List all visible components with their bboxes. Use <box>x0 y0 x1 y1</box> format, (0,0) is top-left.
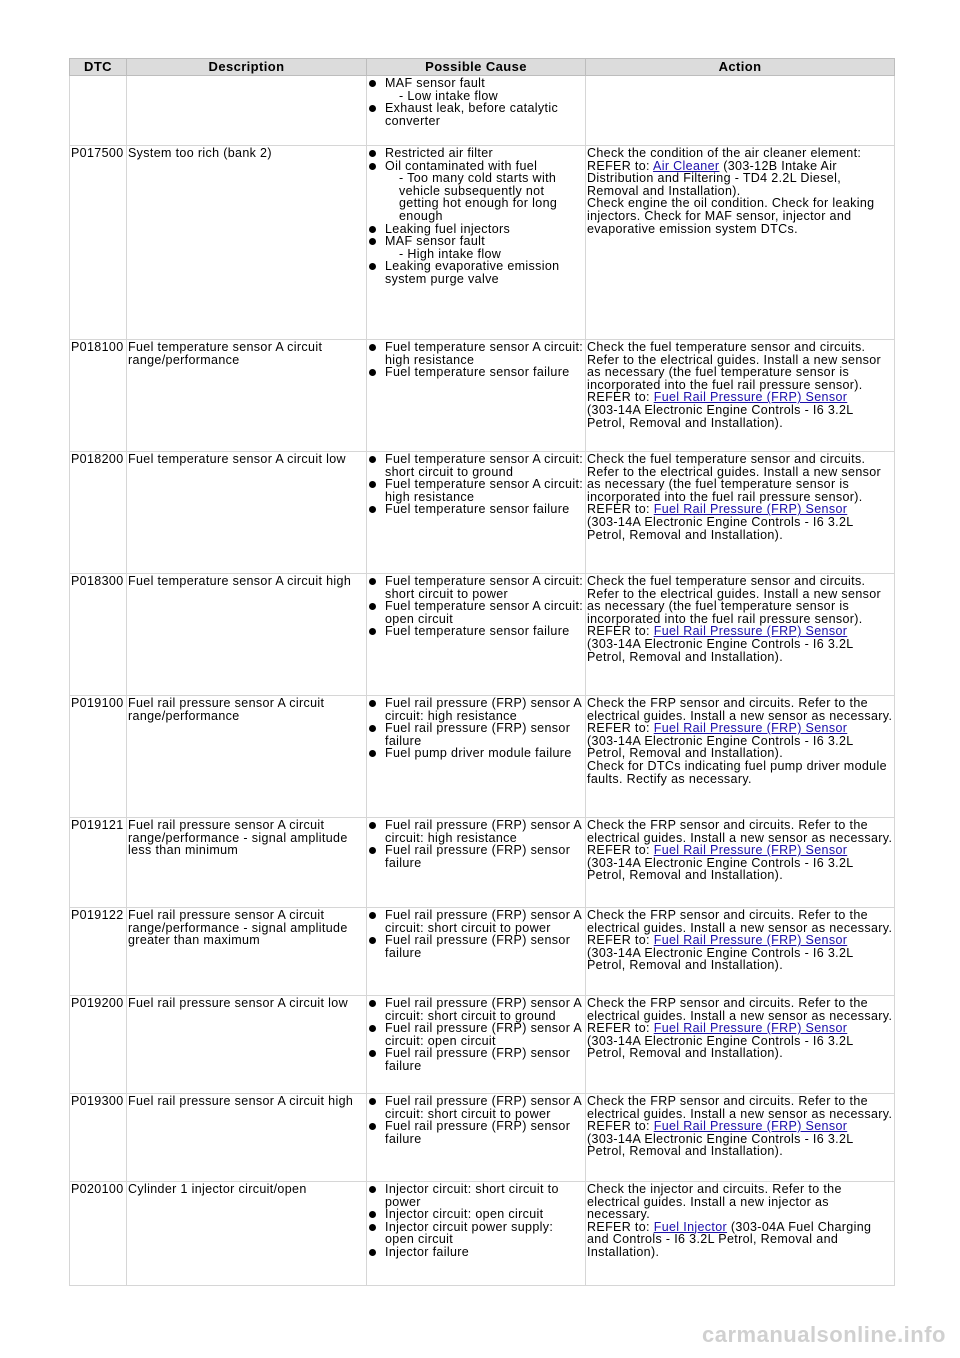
action-text <box>587 341 893 429</box>
cause-list <box>368 147 584 286</box>
description-cell <box>127 76 367 146</box>
bullet-icon <box>369 1211 376 1218</box>
action-text <box>587 697 893 785</box>
description-cell: Fuel rail pressure sensor A circuit range/performance - signal amplitude less than minimum <box>127 818 367 908</box>
table-row <box>70 1182 895 1286</box>
action-cell <box>586 996 895 1094</box>
dtc-code-cell: P019121 <box>70 818 127 908</box>
bullet-icon <box>369 226 376 233</box>
cause-text: Fuel temperature sensor failure <box>385 365 570 380</box>
cause-list <box>368 341 584 379</box>
action-cell <box>586 908 895 996</box>
bullet-icon <box>369 238 376 245</box>
cause-item <box>368 235 584 260</box>
table-row <box>70 996 895 1094</box>
cause-item <box>368 844 584 869</box>
bullet-icon <box>369 847 376 854</box>
description-cell: Fuel temperature sensor A circuit low <box>127 452 367 574</box>
bullet-icon <box>369 628 376 635</box>
cause-item <box>368 260 584 285</box>
bullet-icon <box>369 1249 376 1256</box>
cause-item <box>368 341 584 366</box>
header-description: Description <box>127 59 367 76</box>
cause-list <box>368 997 584 1073</box>
cause-item <box>368 102 584 127</box>
table-row <box>70 818 895 908</box>
bullet-icon <box>369 1186 376 1193</box>
action-text-before: Check the fuel temperature sensor and circuits. Refer to the electrical guides. Install a new sensor as necessary (the fuel temperature sensor is incorporated into the fuel rail pressure sensor). REFER to: <box>587 574 882 639</box>
bullet-icon <box>369 80 376 87</box>
action-text-after: (303-04A Fuel Charging and Controls - I6 3.2L Petrol, Removal and Installation). <box>587 1219 872 1259</box>
cause-text: Fuel temperature sensor failure <box>385 624 570 639</box>
cause-item <box>368 1221 584 1246</box>
cause-item <box>368 819 584 844</box>
dtc-code-cell: P019100 <box>70 696 127 818</box>
cause-item <box>368 503 584 516</box>
dtc-code-cell: P019122 <box>70 908 127 996</box>
action-cell <box>586 1182 895 1286</box>
cause-item <box>368 77 584 102</box>
table-row <box>70 146 895 340</box>
action-cell <box>586 76 895 146</box>
action-cell <box>586 1094 895 1182</box>
header-possible-cause: Possible Cause <box>367 59 586 76</box>
cause-text: Fuel rail pressure (FRP) sensor failure <box>385 721 571 748</box>
reference-link[interactable]: Fuel Rail Pressure (FRP) Sensor <box>653 1021 848 1036</box>
reference-link[interactable]: Fuel Injector <box>653 1219 728 1234</box>
bullet-icon <box>369 369 376 376</box>
bullet-icon <box>369 506 376 513</box>
action-text <box>587 997 893 1060</box>
cause-text: Fuel rail pressure (FRP) sensor A circuit: open circuit <box>385 1021 582 1048</box>
cause-text: Fuel temperature sensor A circuit: high resistance <box>385 340 584 367</box>
reference-link[interactable]: Fuel Rail Pressure (FRP) Sensor <box>653 390 848 405</box>
action-cell <box>586 696 895 818</box>
dtc-code-cell: P019300 <box>70 1094 127 1182</box>
dtc-code-cell: P020100 <box>70 1182 127 1286</box>
action-text <box>587 1183 893 1259</box>
table-row <box>70 908 895 996</box>
bullet-icon <box>369 263 376 270</box>
bullet-icon <box>369 603 376 610</box>
action-cell <box>586 818 895 908</box>
bullet-icon <box>369 912 376 919</box>
reference-link[interactable]: Fuel Rail Pressure (FRP) Sensor <box>653 502 848 517</box>
cause-item <box>368 997 584 1022</box>
cause-text: Leaking fuel injectors <box>385 221 511 236</box>
bullet-icon <box>369 481 376 488</box>
reference-link[interactable]: Fuel Rail Pressure (FRP) Sensor <box>653 721 848 736</box>
description-cell: Fuel temperature sensor A circuit high <box>127 574 367 696</box>
cause-list <box>368 1095 584 1145</box>
action-text-after: (303-14A Electronic Engine Controls - I6 3.2L Petrol, Removal and Installation). <box>587 1033 854 1061</box>
cause-subtext: - Low intake flow <box>399 88 499 103</box>
action-cell <box>586 340 895 452</box>
cause-subtext: - High intake flow <box>399 246 502 261</box>
action-text-after: (303-14A Electronic Engine Controls - I6 3.2L Petrol, Removal and Installation). <box>587 402 854 430</box>
bullet-icon <box>369 822 376 829</box>
cause-item <box>368 453 584 478</box>
header-action: Action <box>586 59 895 76</box>
action-text-before: Check the FRP sensor and circuits. Refer to the electrical guides. Install a new sensor as necessary. REFER to: <box>587 908 893 948</box>
cause-text: Fuel rail pressure (FRP) sensor A circuit: short circuit to ground <box>385 996 582 1023</box>
description-cell: Fuel rail pressure sensor A circuit high <box>127 1094 367 1182</box>
description-cell: Fuel rail pressure sensor A circuit range/performance - signal amplitude greater than maximum <box>127 908 367 996</box>
cause-text: Fuel rail pressure (FRP) sensor failure <box>385 843 571 870</box>
cause-text: Fuel rail pressure (FRP) sensor A circuit: high resistance <box>385 818 582 845</box>
cause-item <box>368 747 584 760</box>
possible-cause-cell <box>367 908 586 996</box>
action-text-before: Check the FRP sensor and circuits. Refer to the electrical guides. Install a new sensor as necessary. REFER to: <box>587 996 893 1036</box>
reference-link[interactable]: Fuel Rail Pressure (FRP) Sensor <box>653 843 848 858</box>
action-text <box>587 909 893 972</box>
bullet-icon <box>369 725 376 732</box>
cause-subtext: - Too many cold starts with vehicle subsequently not getting hot enough for long enough <box>399 171 558 223</box>
bullet-icon <box>369 937 376 944</box>
action-text-after: (303-14A Electronic Engine Controls - I6 3.2L Petrol, Removal and Installation). <box>587 1131 854 1159</box>
cause-item <box>368 1047 584 1072</box>
action-text-before: Check the fuel temperature sensor and circuits. Refer to the electrical guides. Install a new sensor as necessary (the fuel temperature sensor is incorporated into the fuel rail pressure sensor). REFER to: <box>587 452 882 517</box>
bullet-icon <box>369 163 376 170</box>
action-text-after: (303-14A Electronic Engine Controls - I6 3.2L Petrol, Removal and Installation). <box>587 636 854 664</box>
reference-link[interactable]: Fuel Rail Pressure (FRP) Sensor <box>653 933 848 948</box>
action-text-after: (303-14A Electronic Engine Controls - I6 3.2L Petrol, Removal and Installation). <box>587 514 854 542</box>
action-text-before: Check the injector and circuits. Refer to the electrical guides. Install a new injector as necessary. REFER to: <box>587 1182 842 1234</box>
cause-text: Fuel temperature sensor A circuit: open circuit <box>385 599 584 626</box>
dtc-code-cell: P017500 <box>70 146 127 340</box>
cause-text: Injector circuit power supply: open circuit <box>385 1219 554 1247</box>
cause-text: Injector circuit: open circuit <box>385 1207 544 1222</box>
bullet-icon <box>369 1025 376 1032</box>
bullet-icon <box>369 1050 376 1057</box>
possible-cause-cell <box>367 818 586 908</box>
cause-text: MAF sensor fault <box>385 234 486 249</box>
cause-item <box>368 722 584 747</box>
possible-cause-cell <box>367 146 586 340</box>
reference-link[interactable]: Air Cleaner <box>653 158 720 173</box>
possible-cause-cell <box>367 452 586 574</box>
bullet-icon <box>369 750 376 757</box>
possible-cause-cell <box>367 996 586 1094</box>
bullet-icon <box>369 1098 376 1105</box>
action-cell <box>586 146 895 340</box>
description-cell: Fuel rail pressure sensor A circuit low <box>127 996 367 1094</box>
cause-item <box>368 600 584 625</box>
reference-link[interactable]: Fuel Rail Pressure (FRP) Sensor <box>653 1119 848 1134</box>
dtc-code-cell: P018100 <box>70 340 127 452</box>
possible-cause-cell <box>367 340 586 452</box>
bullet-icon <box>369 1123 376 1130</box>
action-text <box>587 147 893 235</box>
cause-text: Oil contaminated with fuel <box>385 158 538 173</box>
possible-cause-cell <box>367 1182 586 1286</box>
action-text-before: Check the condition of the air cleaner element: REFER to: <box>587 146 862 173</box>
action-text-after: (303-14A Electronic Engine Controls - I6 3.2L Petrol, Removal and Installation). <box>587 945 854 973</box>
cause-item <box>368 1246 584 1259</box>
cause-text: Injector circuit: short circuit to power <box>385 1182 559 1209</box>
action-text <box>587 575 893 663</box>
possible-cause-cell <box>367 1094 586 1182</box>
cause-text: Injector failure <box>385 1244 470 1259</box>
cause-item <box>368 575 584 600</box>
description-cell: System too rich (bank 2) <box>127 146 367 340</box>
table-row <box>70 696 895 818</box>
cause-text: Fuel temperature sensor A circuit: short circuit to power <box>385 574 584 601</box>
cause-list <box>368 453 584 516</box>
cause-item <box>368 1022 584 1047</box>
action-text-after: (303-12B Intake Air Distribution and Filtering - TD4 2.2L Diesel, Removal and Installation). Check engine the oil condition. Check for leaking injectors. Check for MAF sensor, injector and evaporative emission system DTCs. <box>587 158 875 236</box>
cause-text: Exhaust leak, before catalytic converter <box>385 101 559 128</box>
header-dtc: DTC <box>70 59 127 76</box>
cause-list <box>368 77 584 127</box>
cause-text: Fuel rail pressure (FRP) sensor A circuit: short circuit to power <box>385 908 582 935</box>
reference-link[interactable]: Fuel Rail Pressure (FRP) Sensor <box>653 624 848 639</box>
bullet-icon <box>369 105 376 112</box>
cause-text: Fuel temperature sensor failure <box>385 502 570 517</box>
cause-item <box>368 366 584 379</box>
cause-item <box>368 1183 584 1208</box>
cause-list <box>368 1183 584 1259</box>
possible-cause-cell <box>367 696 586 818</box>
cause-item <box>368 1120 584 1145</box>
cause-text: Fuel rail pressure (FRP) sensor A circuit: short circuit to power <box>385 1094 582 1121</box>
table-body <box>70 76 895 1286</box>
bullet-icon <box>369 578 376 585</box>
action-text-before: Check the FRP sensor and circuits. Refer to the electrical guides. Install a new sensor as necessary. REFER to: <box>587 696 893 736</box>
cause-text: Fuel pump driver module failure <box>385 746 572 761</box>
action-text <box>587 453 893 541</box>
cause-text: Leaking evaporative emission system purge valve <box>385 259 560 286</box>
dtc-code-cell: P018200 <box>70 452 127 574</box>
dtc-code-cell: P019200 <box>70 996 127 1094</box>
cause-list <box>368 697 584 760</box>
table-row <box>70 340 895 452</box>
cause-text: Fuel rail pressure (FRP) sensor A circuit: high resistance <box>385 696 582 723</box>
cause-text: Fuel temperature sensor A circuit: short circuit to ground <box>385 452 584 479</box>
action-text-before: Check the FRP sensor and circuits. Refer to the electrical guides. Install a new sensor as necessary. REFER to: <box>587 818 893 858</box>
cause-text: Restricted air filter <box>385 146 494 160</box>
cause-item <box>368 160 584 223</box>
action-text-after: (303-14A Electronic Engine Controls - I6 3.2L Petrol, Removal and Installation). <box>587 855 854 883</box>
cause-item <box>368 478 584 503</box>
cause-list <box>368 819 584 869</box>
table-row <box>70 1094 895 1182</box>
cause-text: Fuel rail pressure (FRP) sensor failure <box>385 1046 571 1073</box>
cause-text: MAF sensor fault <box>385 76 486 90</box>
dtc-table <box>69 58 895 1286</box>
cause-item <box>368 697 584 722</box>
dtc-code-cell <box>70 76 127 146</box>
action-text-after: (303-14A Electronic Engine Controls - I6 3.2L Petrol, Removal and Installation). Check for DTCs indicating fuel pump driver module faults. Rectify as necessary. <box>587 733 887 786</box>
action-text <box>587 1095 893 1158</box>
table-row <box>70 76 895 146</box>
bullet-icon <box>369 700 376 707</box>
table-header-row <box>70 59 895 76</box>
action-cell <box>586 574 895 696</box>
cause-item <box>368 1095 584 1120</box>
description-cell: Fuel rail pressure sensor A circuit range/performance <box>127 696 367 818</box>
cause-item <box>368 625 584 638</box>
table-row <box>70 574 895 696</box>
watermark: carmanualsonline.info <box>702 1322 946 1347</box>
cause-item <box>368 934 584 959</box>
bullet-icon <box>369 456 376 463</box>
cause-text: Fuel rail pressure (FRP) sensor failure <box>385 1119 571 1146</box>
bullet-icon <box>369 1000 376 1007</box>
dtc-code-cell: P018300 <box>70 574 127 696</box>
cause-item <box>368 909 584 934</box>
cause-text: Fuel rail pressure (FRP) sensor failure <box>385 933 571 960</box>
description-cell: Cylinder 1 injector circuit/open <box>127 1182 367 1286</box>
cause-list <box>368 575 584 638</box>
bullet-icon <box>369 344 376 351</box>
bullet-icon <box>369 150 376 157</box>
description-cell: Fuel temperature sensor A circuit range/performance <box>127 340 367 452</box>
cause-text: Fuel temperature sensor A circuit: high resistance <box>385 477 584 504</box>
possible-cause-cell <box>367 574 586 696</box>
table-row <box>70 452 895 574</box>
action-text-before: Check the FRP sensor and circuits. Refer to the electrical guides. Install a new sensor as necessary. REFER to: <box>587 1094 893 1134</box>
bullet-icon <box>369 1224 376 1231</box>
cause-list <box>368 909 584 959</box>
action-text <box>587 819 893 882</box>
action-text-before: Check the fuel temperature sensor and circuits. Refer to the electrical guides. Install a new sensor as necessary (the fuel temperature sensor is incorporated into the fuel rail pressure sensor). REFER to: <box>587 340 882 405</box>
possible-cause-cell <box>367 76 586 146</box>
action-cell <box>586 452 895 574</box>
